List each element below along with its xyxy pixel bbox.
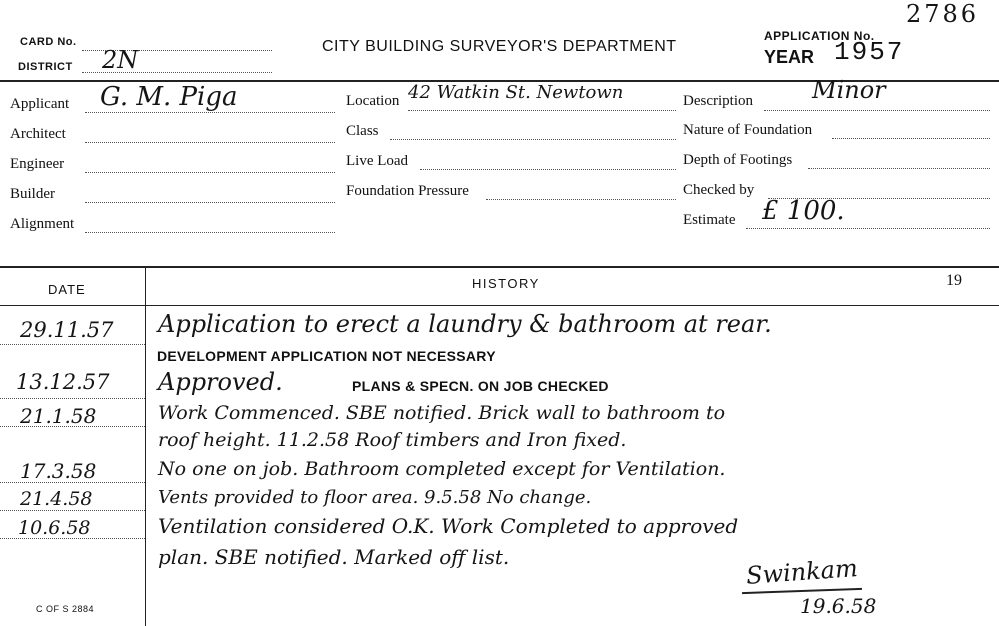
district-value: 2N	[102, 46, 139, 74]
applicant-value: G. M. Piga	[100, 82, 238, 112]
history-entry: plan. SBE notified. Marked off list.	[158, 545, 510, 569]
location-line	[408, 110, 676, 111]
engineer-line	[85, 172, 335, 173]
checked-label: Checked by	[683, 182, 755, 198]
history-entry: Ventilation considered O.K. Work Completed to approved	[158, 514, 739, 538]
applicant-label: Applicant	[10, 96, 70, 112]
history-header-rule	[0, 305, 999, 306]
description-value: Minor	[812, 76, 886, 104]
alignment-line	[85, 232, 335, 233]
nature-line	[832, 138, 990, 139]
builder-label: Builder	[10, 186, 55, 202]
history-date: 17.3.58	[20, 459, 97, 483]
application-no-label: APPLICATION No.	[764, 29, 875, 43]
applicant-line	[85, 112, 335, 113]
date-rule	[0, 344, 145, 345]
depth-line	[808, 168, 990, 169]
date-rule	[0, 510, 145, 511]
history-entry: Vents provided to floor area. 9.5.58 No change.	[158, 487, 592, 508]
nature-label: Nature of Foundation	[683, 122, 813, 138]
history-date: 21.1.58	[20, 404, 97, 428]
department-title: CITY BUILDING SURVEYOR'S DEPARTMENT	[322, 38, 677, 55]
signature-date: 19.6.58	[800, 594, 877, 618]
history-date: 10.6.58	[18, 517, 91, 539]
history-header: HISTORY	[472, 276, 540, 291]
history-date: 21.4.58	[20, 488, 93, 510]
description-label: Description	[683, 93, 753, 109]
district-label: DISTRICT	[18, 61, 73, 73]
date-rule	[0, 398, 145, 399]
history-entry: No one on job. Bathroom completed except for Ventilation.	[158, 458, 726, 480]
description-line	[764, 110, 990, 111]
development-stamp: DEVELOPMENT APPLICATION NOT NECESSARY	[157, 348, 496, 364]
date-column-divider	[145, 266, 146, 626]
architect-line	[85, 142, 335, 143]
class-line	[390, 139, 676, 140]
card-no-label: CARD No.	[20, 36, 77, 48]
form-code: C OF S 2884	[36, 604, 95, 614]
signature: Swinkam	[745, 554, 859, 590]
year-label: YEAR	[764, 47, 815, 67]
estimate-line	[746, 228, 990, 229]
live-load-line	[420, 169, 676, 170]
history-date: 13.12.57	[16, 370, 110, 394]
history-entry: Work Commenced. SBE notified. Brick wall to bathroom to	[158, 402, 726, 424]
plans-checked-stamp: PLANS & SPECN. ON JOB CHECKED	[352, 378, 609, 394]
location-value: 42 Watkin St. Newtown	[408, 82, 624, 103]
alignment-label: Alignment	[10, 216, 75, 232]
live-load-label: Live Load	[346, 153, 409, 169]
history-top-rule	[0, 266, 999, 268]
engineer-label: Engineer	[10, 156, 65, 172]
year-value: 1957	[834, 37, 905, 67]
history-entry: Approved.	[158, 368, 283, 396]
estimate-label: Estimate	[683, 212, 736, 228]
depth-label: Depth of Footings	[683, 152, 793, 168]
history-entry: Application to erect a laundry & bathroom at rear.	[158, 310, 772, 338]
history-entry: roof height. 11.2.58 Roof timbers and Iron fixed.	[158, 429, 627, 451]
foundation-pressure-line	[486, 199, 676, 200]
application-no-value: 2786	[906, 0, 980, 28]
architect-label: Architect	[10, 126, 66, 142]
location-label: Location	[346, 93, 400, 109]
date-header: DATE	[48, 282, 86, 297]
history-date: 29.11.57	[20, 318, 114, 342]
builder-line	[85, 202, 335, 203]
estimate-value: £ 100.	[762, 196, 845, 226]
class-label: Class	[346, 123, 379, 139]
history-year-prefix: 19	[946, 272, 962, 289]
foundation-pressure-label: Foundation Pressure	[346, 183, 469, 199]
